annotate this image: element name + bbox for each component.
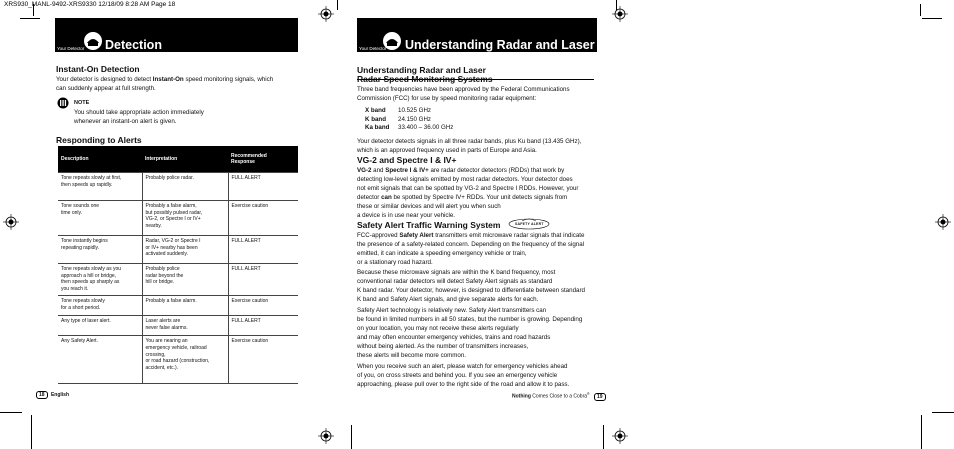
text-run: detector [357,194,382,201]
section-heading: Safety Alert Traffic Warning System [357,220,501,230]
table-cell: Tone repeats slowly as you approach a hill or bridge, then speeds up sharply as you reach it. [58,264,142,296]
text-run: or a stationary road hazard. [357,259,433,266]
text-run: not emit signals that can be spotted by VG-2 and Spectre I RDDs. However, your [357,185,579,192]
band-frequency: 24.150 GHz [398,115,432,123]
table-cell: Exercise caution [228,201,298,236]
text-run: which is an approved frequency used in parts of Europe and Asia. [357,147,537,154]
table-row [58,173,298,201]
text-run-bold: Spectre I & IV+ [385,167,429,174]
text-run: Because these microwave signals are within the K band frequency, most [357,269,556,276]
band-list [365,107,453,133]
page-title: Detection [105,38,162,52]
paragraph [357,268,597,304]
safety-alert-logo-text: SAFETY ALERT [515,222,544,226]
text-run: You should take appropriate action immediately [74,109,204,116]
footer-text: English [50,392,70,398]
table-row [58,316,298,336]
text-run: be found in limited numbers in all 50 states, but the number is growing. Depending [357,316,583,323]
crop-mark [351,425,352,449]
table-cell: Tone repeats slowly at first, then speeds up rapidly. [58,173,142,201]
table-row [58,296,298,316]
text-run: emitted, it can indicate a speeding emergency vehicle or train, [357,250,527,257]
text-run: are radar detector detectors (RDDs) that work by [428,167,565,174]
text-run: these alerts will become more common. [357,352,467,359]
table-cell: Laser alerts are never false alarms. [142,316,228,336]
text-run: Safety Alert technology is relatively new. Safety Alert transmitters can [357,307,547,314]
section-heading: Radar Speed Monitoring Systems [357,74,493,84]
table-cell: FULL ALERT [228,236,298,264]
text-run: When you receive such an alert, please watch for emergency vehicles ahead [357,363,568,370]
registration-mark-icon [612,428,628,444]
list-item [365,116,453,125]
text-run: conventional radar detectors will detect Safety Alert signals as standard [357,278,553,285]
text-run: a device is in use near your vehicle. [357,212,456,219]
text-run: detecting low-level signals emitted by most radar detectors. Your detector does [357,176,573,183]
footer-text: Comes Close to a Cobra [530,393,588,400]
left-page-header [55,18,298,52]
list-item [365,107,453,116]
table-row [58,336,298,384]
table-row [58,264,298,296]
text-run: approaching, please pull over to the right side of the road and allow it to pass. [357,381,570,388]
table-cell: Probably a false alarm. [142,296,228,316]
table-cell: Any Safety Alert. [58,336,142,384]
text-run: Your detector is designed to detect [56,76,153,83]
header-tab-label: Your Detector [359,46,387,51]
paragraph [357,231,597,267]
text-run: K band and Safety Alert signals, and give separate alerts for each. [357,296,539,303]
table-cell: Probably police radar beyond the hill or bridge. [142,264,228,296]
column-header: Interpretation [142,146,228,173]
text-run: of you, on cross streets and behind you. If you see an emergency vehicle [357,372,558,379]
crop-mark [922,18,942,19]
registration-mark-icon [318,428,334,444]
table-cell: Tone instantly begins repeating rapidly. [58,236,142,264]
registration-mark-icon [935,214,951,230]
footer-text-bold: Nothing [512,393,531,400]
table-cell: FULL ALERT [228,173,298,201]
page-number: 18 [36,391,48,399]
table-cell: Probably police radar. [142,173,228,201]
left-footer [36,392,69,398]
text-run: FCC-approved [357,232,400,239]
text-run: and may often encounter emergency vehicles, trains and road hazards [357,334,551,341]
registration-mark-icon [3,214,19,230]
table-cell: You are nearing an emergency vehicle, railroad crossing, or road hazard (construction, accident, etc.). [142,336,228,384]
crop-mark [921,415,922,449]
table-cell: Radar, VG-2 or Spectre I or IV+ nearby has been activated suddenly. [142,236,228,264]
band-name: Ka band [365,124,390,132]
list-item [365,124,453,133]
text-run: the presence of a safety-related concern. Depending on the frequency of the signal [357,241,585,248]
paragraph [56,75,296,93]
text-run: without being alerted. As the number of transmitters increases, [357,343,529,350]
table-row [58,236,298,264]
table-cell: FULL ALERT [228,316,298,336]
text-run: can suddenly appear at full strength. [56,85,156,92]
table-cell: Tone sounds one time only. [58,201,142,236]
text-run: and [371,167,386,174]
text-run: whenever an instant-on alert is given. [74,118,177,125]
column-header: Recommended Response [228,146,298,173]
table-cell: Tone repeats slowly for a short period. [58,296,142,316]
registered-mark: ® [587,392,590,396]
paragraph [357,137,597,155]
section-heading: Instant-On Detection [56,64,140,74]
section-heading: Understanding Radar and Laser [357,65,486,75]
text-run: K band radar. Your detector, however, is designed to differentiate between standard [357,287,585,294]
note-label: NOTE [74,100,90,106]
crop-mark [20,18,40,19]
text-run: Three band frequencies have been approved by the Federal Communications [357,86,570,93]
paragraph [357,306,597,360]
crop-mark [920,4,921,16]
crop-mark [932,412,954,413]
print-slug: XRS930_MANL-9492-XRS9330 12/18/09 8:28 AM Page 18 [4,1,176,8]
page-number: 19 [594,393,606,401]
note-icon [57,97,69,109]
table-cell: Probably a false alarm, but possibly pulsed radar, VG-2, or Spectre I or IV+ nearby. [142,201,228,236]
crop-mark [31,415,32,449]
crop-mark [603,425,604,449]
table-header-row [58,146,298,173]
band-frequency: 10.525 GHz [398,107,432,114]
text-run: speed monitoring signals, which [183,76,274,83]
text-run: these or similar devices and will alert you when such [357,203,501,210]
text-run-bold: Instant-On [152,76,184,83]
table-cell: FULL ALERT [228,264,298,296]
section-heading: Responding to Alerts [56,135,142,145]
text-run: Commission (FCC) for use by speed monitoring radar equipment: [357,95,537,102]
table-cell: Any type of laser alert. [58,316,142,336]
text-run: be spotted by Spectre IV+ RDDs. Your unit detects signals from [391,194,568,201]
text-run: on your location, you may not receive these alerts regularly [357,325,519,332]
right-footer [512,392,606,400]
crop-mark [337,0,338,10]
band-frequency: 33.400 – 36.00 GHz [398,124,454,132]
column-header: Description [58,146,142,173]
registration-mark-icon [318,6,334,22]
registration-mark-icon [612,6,628,22]
right-page-header [357,18,597,52]
text-run-bold: VG-2 [357,167,372,174]
table-cell: Exercise caution [228,336,298,384]
header-tab-label: Your Detector [57,46,85,51]
crop-mark [0,412,22,413]
text-run: Your detector detects signals in all three radar bands, plus Ku band (13.435 GHz), [357,138,582,145]
band-name: X band [365,107,386,114]
paragraph [357,362,597,389]
paragraph [357,166,597,220]
detector-logo-icon [82,31,104,51]
text-run-bold: can [381,194,392,201]
text-run-bold: Safety Alert [399,232,434,239]
alerts-table [58,146,298,384]
safety-alert-logo [508,218,550,230]
band-name: K band [365,115,386,123]
note-text [74,108,274,126]
paragraph [357,85,597,103]
page-title: Understanding Radar and Laser [405,38,595,52]
section-heading: VG-2 and Spectre I & IV+ [357,155,457,165]
text-run: transmitters emit microwave radar signals that indicate [433,232,585,239]
crop-mark [33,4,34,16]
table-row [58,201,298,236]
table-cell: Exercise caution [228,296,298,316]
